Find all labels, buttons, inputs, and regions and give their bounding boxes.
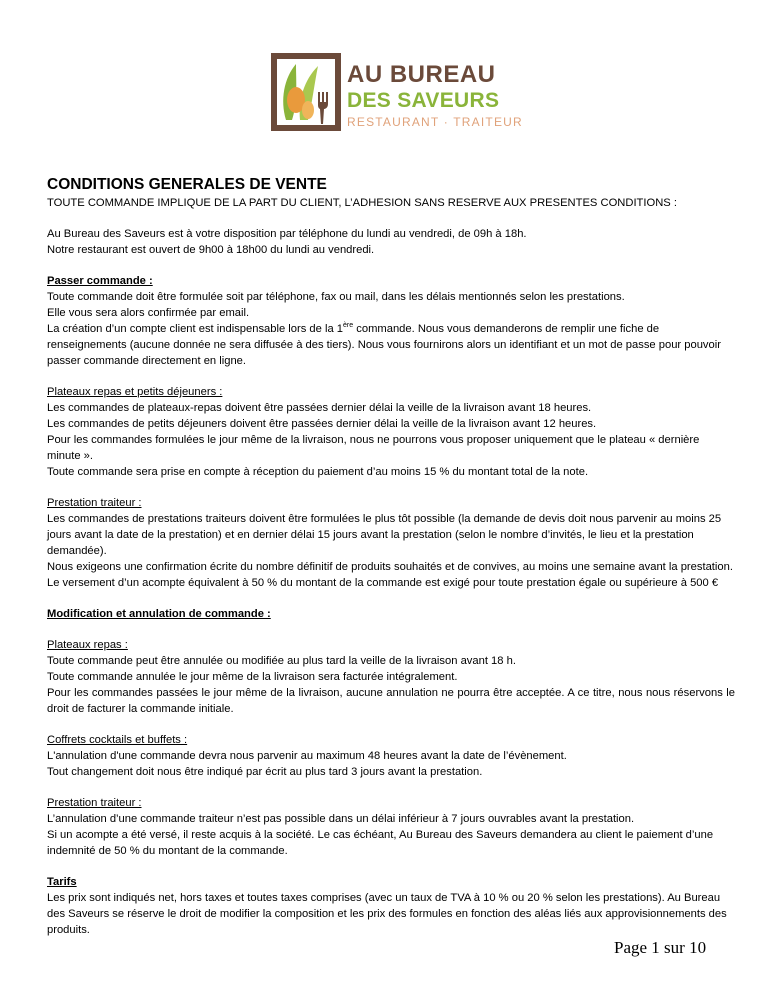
paragraph-line: Les commandes de petits déjeuners doivent être passées dernier délai la veille de la livraison avant 12 heures.: [47, 418, 597, 430]
section-heading-traiteur-annulation: Prestation traiteur :: [47, 797, 142, 809]
logo-emblem-icon: [270, 52, 342, 132]
paragraph-line: Toute commande doit être formulée soit par téléphone, fax ou mail, dans les délais mentionnés selon les prestations.: [47, 291, 625, 303]
logo-wordmark: [347, 62, 522, 130]
logo-line-3: RESTAURANT · TRAITEUR: [347, 115, 523, 129]
section-heading-coffrets: Coffrets cocktails et buffets :: [47, 734, 188, 746]
paragraph-line: Elle vous sera alors confirmée par email.: [47, 307, 250, 319]
logo-line-2: DES SAVEURS: [347, 89, 500, 112]
section-heading-traiteur: Prestation traiteur :: [47, 497, 142, 509]
paragraph-line: Pour les commandes passées le jour même de la livraison, aucune annulation ne pourra être acceptée. A ce titre, nous nous réservons le droit de facturer la commande initiale.: [47, 687, 735, 715]
paragraph-line: Les commandes de prestations traiteurs doivent être formulées le plus tôt possible (la demande de devis doit nous parvenir au moins 25 jours avant la date de la prestation) et en dernier délai 15 jours avant la prestation (selon le nombre d’invités, le lieu et la prestation demandée).: [47, 513, 722, 557]
intro-line: Notre restaurant est ouvert de 9h00 à 18h00 du lundi au vendredi.: [47, 244, 375, 256]
intro-line: Au Bureau des Saveurs est à votre disposition par téléphone du lundi au vendredi, de 09h à 18h.: [47, 228, 527, 240]
section-heading-passer: Passer commande :: [47, 275, 153, 287]
paragraph-line: L’annulation d’une commande traiteur n’est pas possible dans un délai inférieur à 7 jours ouvrables avant la prestation.: [47, 813, 635, 825]
paragraph-line: La création d’un compte client est indispensable lors de la 1ère commande. Nous vous demanderons de remplir une fiche de renseignements (aucune donnée ne sera diffusée à des tiers). Nous vous fournirons alors un identifiant et un mot de passe pour pouvoir passer commande directement en ligne.: [47, 322, 721, 367]
paragraph-line: Pour les commandes formulées le jour même de la livraison, nous ne pourrons vous proposer uniquement que le plateau « dernière minute ».: [47, 434, 700, 462]
document-body: [47, 175, 735, 938]
document-title: CONDITIONS GENERALES DE VENTE: [47, 176, 327, 193]
paragraph-line: Les prix sont indiqués net, hors taxes et toutes taxes comprises (avec un taux de TVA à 10 % ou 20 % selon les prestations). Au Bureau des Saveurs se réserve le droit de modifier la composition et les prix des formules en fonction des aléas liés aux approvisionnements des produits.: [47, 892, 727, 936]
logo-line-1: AU BUREAU: [347, 61, 496, 88]
paragraph-line: Le versement d’un acompte équivalent à 50 % du montant de la commande est exigé pour toute prestation égale ou supérieure à 500 €: [47, 577, 719, 589]
paragraph-line: Toute commande peut être annulée ou modifiée au plus tard la veille de la livraison avant 18 h.: [47, 655, 516, 667]
section-heading-plateaux: Plateaux repas et petits déjeuners :: [47, 386, 223, 398]
page-number: Page 1 sur 10: [614, 938, 707, 957]
paragraph-line: Toute commande sera prise en compte à réception du paiement d’au moins 15 % du montant total de la note.: [47, 466, 589, 478]
paragraph-line: Nous exigeons une confirmation écrite du nombre définitif de produits souhaités et de convives, au moins une semaine avant la prestation.: [47, 561, 733, 573]
company-logo: [270, 52, 523, 134]
paragraph-line: Si un acompte a été versé, il reste acquis à la société. Le cas échéant, Au Bureau des Saveurs demandera au client le paiement d’une indemnité de 50 % du montant de la commande.: [47, 829, 714, 857]
paragraph-line: Tout changement doit nous être indiqué par écrit au plus tard 3 jours avant la prestation.: [47, 766, 483, 778]
section-heading-tarifs: Tarifs: [47, 876, 77, 888]
document-subtitle: TOUTE COMMANDE IMPLIQUE DE LA PART DU CLIENT, L’ADHESION SANS RESERVE AUX PRESENTES CONDITIONS :: [47, 197, 677, 209]
paragraph-line: Toute commande annulée le jour même de la livraison sera facturée intégralement.: [47, 671, 458, 683]
paragraph-line: L'annulation d'une commande devra nous parvenir au maximum 48 heures avant la date de l’évènement.: [47, 750, 567, 762]
paragraph-line: Les commandes de plateaux-repas doivent être passées dernier délai la veille de la livraison avant 18 heures.: [47, 402, 592, 414]
section-heading-modification: Modification et annulation de commande :: [47, 608, 271, 620]
section-heading-plateaux-repas: Plateaux repas :: [47, 639, 128, 651]
